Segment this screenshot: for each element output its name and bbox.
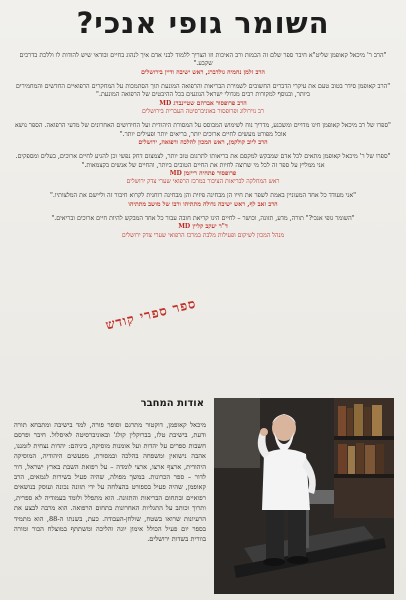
endorsement-text: "ספרו של ר' מיכאל קאופמן מתאים לכל אדם שמבקש למקסם את בריאותו לתרגום טוב יותר, לצמצום דחק נפשי וכן להגיע לחיים ארוכים, בעלים ומספקים. אני ממליץ על ספר זה לכל מי שרוצה לחיות את החיים הטובים ביותר, והחיים של אנשים בקצמאות."	[15, 153, 391, 169]
about-author-text: מיכאל קאופמן, דוקטור מתרגם וסופר פורה, למד בישיבה ומתבחא תורה ודעת, בישיבת טלז, בברוקלין קולג' ובאוניברסיטה לאיסלול. חיבר ופרסם חשבות ספרים על יהדות ועל אומנות מוסיקה, ביניהם: יהדות נצחית לזמננו, אהבה נישואין ומשפחה בהלכה ובמסורת, מפעשים היהודיה, המוסיקה היהודית, ארצף ארצו, ארצי לומדה – על רפואת השבת בארץ ישראל, דור לדור – ספר הכרונות. במשך מפולה, שהיה פעיל בשירות לגמאים, הרב קאופמן, שהיה פעיל בספורט בהצלחה על ידי תזונה נכונה ועוסק בנושאים רפואיים ובתחום הבריאות והתזונה. הוא מתפלל ולומד בעמודיה לא ספרית, ותרוך וכותב על התגליות האחרונות בתחום הרפואה. הוא מרבה לבצע את הרעיונות שרואו בשטח, שולחן-העבודה. כעת, בשנתו ה-88, הוא מתמיד בספר יום פעיל הכולל אימון יוגה והליכה ומשתתף במוצלח הכור ומורה בוורית בשדות ירושלים.	[14, 421, 206, 544]
author-photo	[214, 398, 394, 594]
about-author-heading: אודות המחבר	[140, 398, 204, 409]
page-title: השומר גופי אנכי?	[76, 6, 330, 40]
endorsement-author: הרב ליוב קולקמן, ראש המכון להלכה ורפואה, ירושלים	[138, 139, 268, 147]
endorsement-author: ד"ר יעקב קליין MD	[178, 223, 228, 231]
endorsement-text: "השומר גופי אנכי?" תורה, מדע, תזונה, וכושר – לחיים הינו קריאת חובה עבור כל אחד המבקש להיות חיים ארוכים ובריאים."	[51, 215, 355, 223]
endorsement-author: הרב זאב לף, ראש ישיבה גדולה מתתיהו ורבו של מושב מתתיהו	[128, 200, 278, 208]
red-stamp: ספר ספרי קודש	[104, 296, 199, 334]
endorsement-text: "ספרו של רב מיכאל קאופמן חינו מדויים ומשכנע, מדריך נוח לשימוש המבוסס על המסורת היהודית ועל החידושים האחרונים של מדעי הרפואה. הספר נושא אוכל מפורט מעשים לחיים ארוכים יותר, בריאים יותר ופעילים יותר."	[15, 122, 391, 138]
endorsement	[14, 153, 392, 186]
endorsement-author: הרב פרופסור אברהם שטיינברג MD	[159, 99, 247, 107]
endorsement-author-title: ראש המחלקה לבריאות הציבור במרכז הרפואי שערי צדק ירושלים	[126, 178, 280, 186]
endorsement-text: "הרב קאופמן סידר בטוב טעם את עיקרי הדברים החשובים לשמירת הבריאות והרפואה המונעת תוך הסתמכות על המחקרים הרפואיים החדשים והמחמירים ביותר, ובנוסף למקורות רבים מגדולי ישראל הנוגעים בכל ההיבטים של הרפואה המונעת."	[15, 83, 391, 99]
endorsement	[14, 192, 392, 209]
endorsement-text: "הרב ר' מיכאל קאופמן שליט"א חיבר ספר שלם זה הכמות ורב האיכות וזו הצריך ללמוד לבני אדם איך לנהוג בחיים ובודאי שיש להודות לו וללכת בדרכים שקבע."	[19, 52, 387, 68]
endorsements-section	[14, 52, 392, 246]
endorsement	[14, 83, 392, 116]
endorsement-author: הרב זלמן נחמיה גולדברג, ראש ישיבה ודיין בירושלים	[141, 68, 265, 76]
author-photo-illustration	[214, 398, 394, 594]
endorsement-author-title: מנהל המכון לשיקום ופעילות מלבת במרכז הרפואי שערי צדק ירושלים	[121, 231, 285, 239]
endorsement	[14, 122, 392, 147]
endorsement	[14, 215, 392, 240]
endorsement	[14, 52, 392, 77]
endorsement-text: "אני מעודד כל אחד המעוניין באמת לשפר את חייו הן מבחינה פיזית והן מבחינה רוחנית לקרוא חיבור זה וליישם את המלצותיו."	[49, 192, 357, 200]
endorsement-author: פרופסור פתחיה רייזמן MD	[169, 170, 237, 178]
endorsement-author-title: רב נוירולוג ופרופסור באוניברסיטה העברית בירושלים	[141, 108, 264, 116]
